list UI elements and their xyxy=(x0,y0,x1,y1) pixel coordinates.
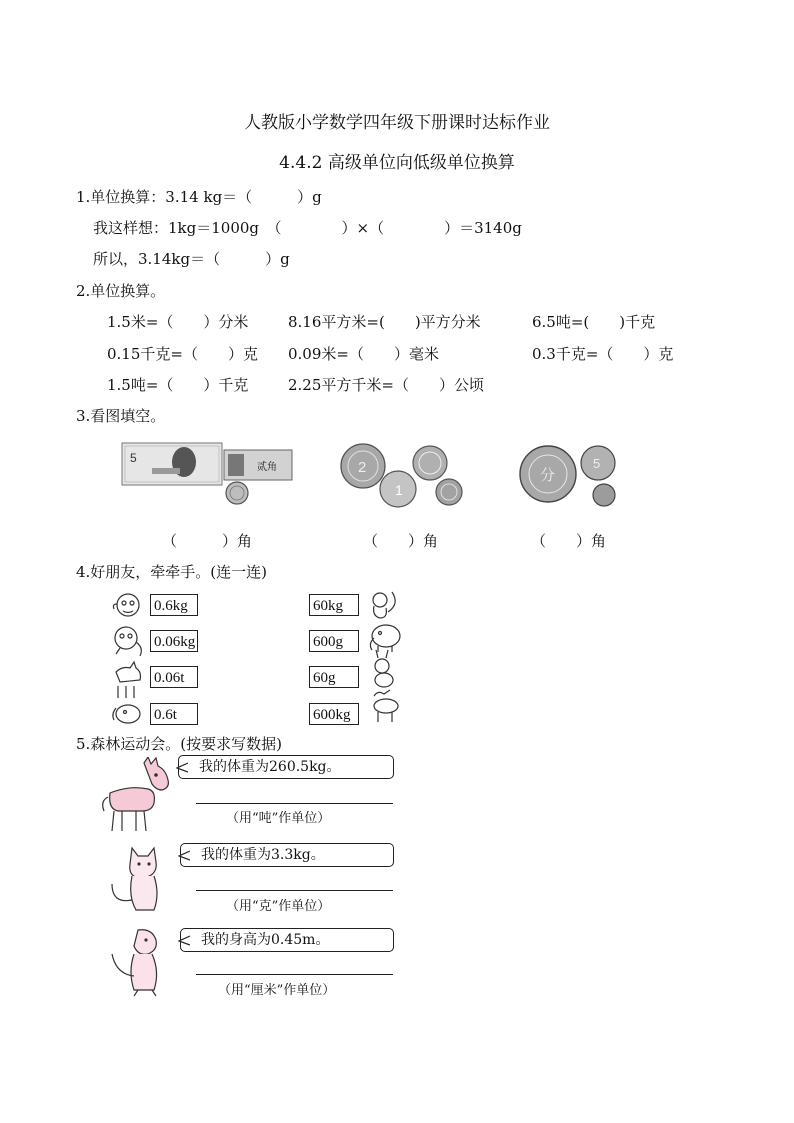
q4-heading: 4.好朋友，牵牵手。(连一连) xyxy=(76,563,268,581)
answer-line-2[interactable] xyxy=(196,890,393,891)
speech-bubble-3 xyxy=(180,928,394,952)
q2-r3c2: 2.25平方千米=（ ）公顷 xyxy=(288,376,484,394)
q2-r2c2: 0.09米=（ ）毫米 xyxy=(288,345,439,363)
left-box-2: 0.06kg xyxy=(150,630,198,652)
speech-text-3: 我的身高为0.45m。 xyxy=(201,932,330,948)
goat-icon xyxy=(374,690,398,722)
answer-line-1[interactable] xyxy=(196,803,393,804)
q3-answer-3: （ ）角 xyxy=(531,532,607,550)
q2-r2c3: 0.3千克=（ ）克 xyxy=(532,345,674,363)
left-box-4: 0.6t xyxy=(150,703,198,725)
q1-line3: 所以，3.14kg＝（ ）g xyxy=(93,250,290,268)
svg-text:贰角: 贰角 xyxy=(257,462,277,473)
cat-icon xyxy=(106,842,168,914)
speech-bubble-2 xyxy=(180,843,394,867)
horse-icon xyxy=(116,662,141,698)
donkey-icon xyxy=(100,757,178,833)
coin-small xyxy=(226,482,248,504)
dog-icon xyxy=(113,705,140,723)
right-box-1: 60kg xyxy=(309,594,359,616)
bubble-tail-2 xyxy=(178,850,190,862)
q1-line1: 1.单位换算：3.14 kg＝（ ）g xyxy=(76,188,322,206)
hint-2: （用“克”作单位） xyxy=(226,899,331,914)
q2-r2c1: 0.15千克=（ ）克 xyxy=(107,345,258,363)
bubble-tail-3 xyxy=(178,935,190,947)
q5-heading: 5.森林运动会。(按要求写数据) xyxy=(76,735,283,753)
q2-r1c2: 8.16平方米=( )平方分米 xyxy=(288,313,481,331)
q3-heading: 3.看图填空。 xyxy=(76,407,166,425)
svg-text:1: 1 xyxy=(395,482,403,498)
dog-icon xyxy=(104,926,170,998)
q1-line2: 我这样想：1kg＝1000g （ ）×（ ）＝3140g xyxy=(93,219,522,237)
left-box-1: 0.6kg xyxy=(150,594,198,616)
speech-text-2: 我的体重为3.3kg。 xyxy=(201,847,325,863)
left-animals xyxy=(108,590,148,730)
q2-heading: 2.单位换算。 xyxy=(76,282,166,300)
monkey-icon xyxy=(115,627,141,656)
svg-text:分: 分 xyxy=(540,466,556,484)
svg-text:2: 2 xyxy=(358,459,367,476)
money-group-3 xyxy=(518,442,628,507)
bubble-tail-1 xyxy=(176,762,188,774)
q2-r1c3: 6.5吨=( )千克 xyxy=(532,313,656,331)
q2-r1c1: 1.5米=（ ）分米 xyxy=(107,313,249,331)
hint-1: （用“吨”作单位） xyxy=(226,811,331,826)
svg-text:5: 5 xyxy=(593,456,601,471)
page-title: 人教版小学数学四年级下册课时达标作业 xyxy=(244,113,550,133)
svg-text:5: 5 xyxy=(130,451,137,465)
speech-text-1: 我的体重为260.5kg。 xyxy=(199,759,341,775)
left-box-3: 0.06t xyxy=(150,666,198,688)
answer-line-3[interactable] xyxy=(196,974,393,975)
banknote-5jiao xyxy=(122,443,222,485)
right-box-2: 600g xyxy=(309,630,359,652)
q3-answer-1: （ ）角 xyxy=(162,532,253,550)
money-group-2 xyxy=(335,438,475,513)
page-subtitle: 4.4.2 高级单位向低级单位换算 xyxy=(279,153,515,173)
hint-3: （用“厘米”作单位） xyxy=(218,983,336,998)
money-group-1 xyxy=(112,440,302,510)
squirrel-icon xyxy=(373,592,395,618)
right-animals xyxy=(364,588,406,728)
q3-answer-2: （ ）角 xyxy=(363,532,439,550)
speech-bubble-1 xyxy=(178,755,394,779)
right-box-3: 60g xyxy=(309,666,359,688)
rabbit-icon xyxy=(375,650,393,687)
elephant-icon xyxy=(370,625,400,652)
right-box-4: 600kg xyxy=(309,703,359,725)
q2-r3c1: 1.5吨=（ ）千克 xyxy=(107,376,249,394)
monkey-icon xyxy=(113,594,139,616)
